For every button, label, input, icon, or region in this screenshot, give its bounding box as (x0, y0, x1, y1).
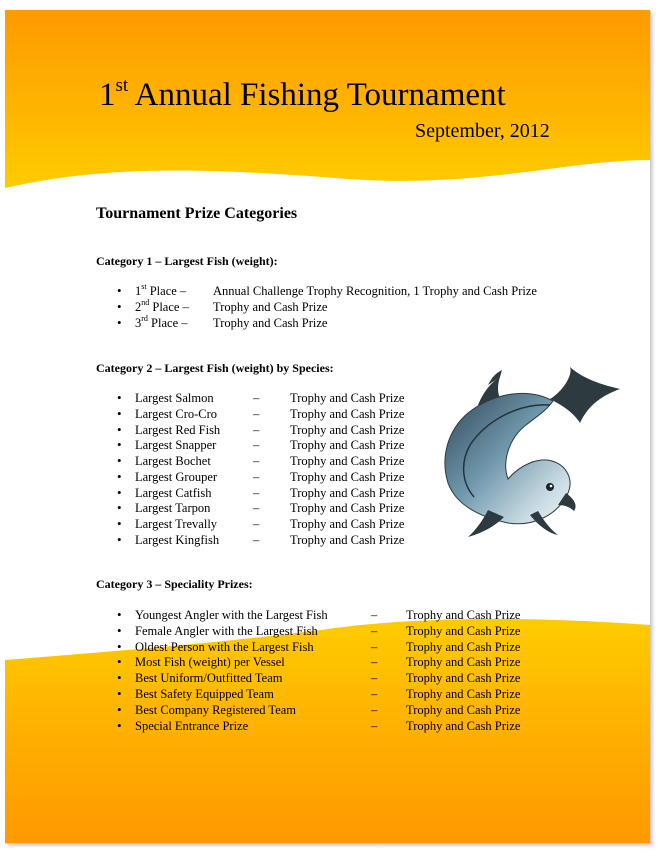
item-dash: – (253, 438, 260, 452)
item-name: Largest Red Fish (135, 423, 221, 437)
item-name: Oldest Person with the Largest Fish (135, 640, 314, 654)
prize-text: Trophy and Cash Prize (213, 300, 328, 314)
item-dash: – (371, 687, 378, 701)
prize-text: Trophy and Cash Prize (406, 608, 521, 622)
item-dash: – (253, 533, 260, 547)
bullet: • (117, 390, 122, 405)
item-name: Female Angler with the Largest Fish (135, 624, 318, 638)
prize-text: Trophy and Cash Prize (290, 423, 405, 437)
bullet: • (117, 422, 122, 437)
title-superscript: st (115, 75, 129, 96)
prize-text: Trophy and Cash Prize (290, 470, 405, 484)
bullet: • (117, 516, 122, 531)
item-name: Largest Trevally (135, 517, 218, 531)
item-dash: – (371, 719, 378, 733)
item-dash: – (371, 671, 378, 685)
prize-text: Trophy and Cash Prize (406, 671, 521, 685)
prize-text: Trophy and Cash Prize (213, 316, 328, 330)
bullet: • (117, 654, 122, 669)
item-dash: – (371, 655, 378, 669)
prize-text: Trophy and Cash Prize (406, 655, 521, 669)
bottom-banner (5, 619, 650, 843)
place-label: 2nd Place – (135, 297, 189, 314)
prize-text: Annual Challenge Trophy Recognition, 1 Trophy and Cash Prize (213, 284, 537, 298)
title-number: 1 (99, 77, 116, 113)
bullet: • (117, 453, 122, 468)
bullet: • (117, 686, 122, 701)
bullet: • (117, 500, 122, 515)
prize-text: Trophy and Cash Prize (406, 640, 521, 654)
item-name: Largest Bochet (135, 454, 211, 468)
item-name: Largest Tarpon (135, 501, 211, 515)
item-name: Largest Cro-Cro (135, 407, 218, 421)
item-name: Largest Grouper (135, 470, 218, 484)
fish-tail (550, 367, 620, 423)
item-dash: – (253, 501, 260, 515)
prize-text: Trophy and Cash Prize (406, 703, 521, 717)
prize-text: Trophy and Cash Prize (290, 533, 405, 547)
item-dash: – (371, 640, 378, 654)
tarpon-fish-illustration (438, 365, 628, 545)
item-name: Youngest Angler with the Largest Fish (135, 608, 328, 622)
prize-text: Trophy and Cash Prize (290, 391, 405, 405)
place-label: 3rd Place – (135, 313, 188, 330)
category-2-heading: Category 2 – Largest Fish (weight) by Species: (96, 361, 334, 375)
item-dash: – (253, 517, 260, 531)
document-page (5, 10, 650, 843)
bullet: • (117, 406, 122, 421)
item-dash: – (253, 470, 260, 484)
item-dash: – (253, 423, 260, 437)
prize-text: Trophy and Cash Prize (406, 687, 521, 701)
category-1-heading: Category 1 – Largest Fish (weight): (96, 254, 278, 268)
prize-text: Trophy and Cash Prize (290, 407, 405, 421)
place-label: 1st Place – (135, 281, 187, 298)
bullet: • (117, 718, 122, 733)
prize-text: Trophy and Cash Prize (290, 438, 405, 452)
bullet: • (117, 283, 122, 298)
bullet: • (117, 437, 122, 452)
item-name: Best Safety Equipped Team (135, 687, 274, 701)
bullet: • (117, 532, 122, 547)
prize-text: Trophy and Cash Prize (406, 719, 521, 733)
item-dash: – (253, 407, 260, 421)
item-name: Best Company Registered Team (135, 703, 297, 717)
item-dash: – (253, 486, 260, 500)
prize-text: Trophy and Cash Prize (290, 517, 405, 531)
bullet: • (117, 639, 122, 654)
category-3-heading: Category 3 – Speciality Prizes: (96, 577, 253, 591)
prize-text: Trophy and Cash Prize (290, 486, 405, 500)
item-dash: – (253, 391, 260, 405)
item-dash: – (253, 454, 260, 468)
bullet: • (117, 623, 122, 638)
section-heading: Tournament Prize Categories (96, 205, 298, 222)
item-dash: – (371, 624, 378, 638)
fish-eye-highlight (550, 485, 553, 488)
bullet: • (117, 607, 122, 622)
item-name: Best Uniform/Outfitted Team (135, 671, 283, 685)
bullet: • (117, 670, 122, 685)
page-title (99, 75, 506, 113)
prize-text: Trophy and Cash Prize (290, 454, 405, 468)
title-text: Annual Fishing Tournament (134, 77, 506, 113)
item-name: Largest Salmon (135, 391, 214, 405)
bullet: • (117, 469, 122, 484)
item-name: Largest Snapper (135, 438, 217, 452)
item-name: Largest Kingfish (135, 533, 220, 547)
bullet: • (117, 299, 122, 314)
prize-text: Trophy and Cash Prize (406, 624, 521, 638)
item-dash: – (371, 703, 378, 717)
item-name: Most Fish (weight) per Vessel (135, 655, 285, 669)
bullet: • (117, 315, 122, 330)
bullet: • (117, 702, 122, 717)
item-name: Special Entrance Prize (135, 719, 249, 733)
item-dash: – (371, 608, 378, 622)
prize-text: Trophy and Cash Prize (290, 501, 405, 515)
fish-eye (546, 483, 554, 491)
tournament-date: September, 2012 (415, 120, 550, 142)
bullet: • (117, 485, 122, 500)
item-name: Largest Catfish (135, 486, 212, 500)
